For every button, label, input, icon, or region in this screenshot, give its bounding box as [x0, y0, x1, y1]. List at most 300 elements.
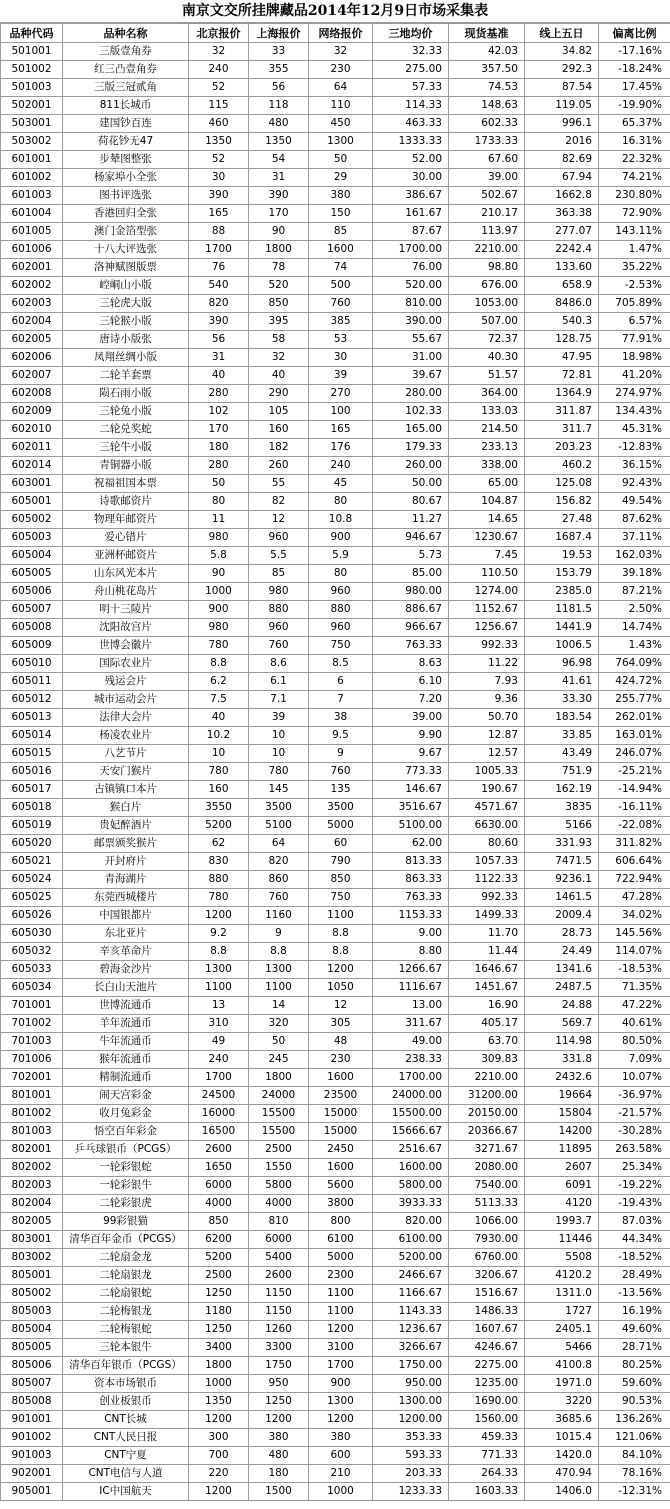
table-row [1, 1303, 670, 1321]
spot-benchmark-cell: 14.65 [449, 511, 525, 529]
deviation-ratio-cell: 45.31% [599, 421, 670, 439]
beijing-price-cell: 52 [189, 79, 249, 97]
shanghai-price-cell: 180 [249, 1465, 309, 1483]
name-cell: 一轮彩银牛 [63, 1177, 189, 1195]
table-row [1, 223, 670, 241]
average-price-cell: 463.33 [373, 115, 449, 133]
beijing-price-cell: 540 [189, 277, 249, 295]
header-code: 品种代码 [1, 24, 63, 43]
code-cell: 503002 [1, 133, 63, 151]
header-row [1, 24, 670, 43]
average-price-cell: 3933.33 [373, 1195, 449, 1213]
name-cell: 崆峒山小版 [63, 277, 189, 295]
online-price-cell: 30 [309, 349, 373, 367]
average-price-cell: 1200.00 [373, 1411, 449, 1429]
table-row [1, 1141, 670, 1159]
spot-benchmark-cell: 364.00 [449, 385, 525, 403]
code-cell: 605002 [1, 511, 63, 529]
deviation-ratio-cell: 311.82% [599, 835, 670, 853]
table-row [1, 799, 670, 817]
average-price-cell: 966.67 [373, 619, 449, 637]
five-day-online-cell: 2405.1 [525, 1321, 599, 1339]
market-data-table [0, 23, 670, 1501]
spot-benchmark-cell: 1235.00 [449, 1375, 525, 1393]
average-price-cell: 6100.00 [373, 1231, 449, 1249]
shanghai-price-cell: 1800 [249, 241, 309, 259]
table-body [1, 43, 670, 1501]
table-row [1, 583, 670, 601]
shanghai-price-cell: 90 [249, 223, 309, 241]
online-price-cell: 750 [309, 889, 373, 907]
spot-benchmark-cell: 233.13 [449, 439, 525, 457]
name-cell: 陨石雨小版 [63, 385, 189, 403]
spot-benchmark-cell: 771.33 [449, 1447, 525, 1465]
beijing-price-cell: 280 [189, 457, 249, 475]
beijing-price-cell: 240 [189, 1051, 249, 1069]
deviation-ratio-cell: 36.15% [599, 457, 670, 475]
name-cell: 二轮彩银虎 [63, 1195, 189, 1213]
shanghai-price-cell: 8.8 [249, 943, 309, 961]
five-day-online-cell: 9236.1 [525, 871, 599, 889]
average-price-cell: 203.33 [373, 1465, 449, 1483]
online-price-cell: 900 [309, 1375, 373, 1393]
five-day-online-cell: 2385.0 [525, 583, 599, 601]
code-cell: 602002 [1, 277, 63, 295]
deviation-ratio-cell: -17.16% [599, 43, 670, 61]
average-price-cell: 165.00 [373, 421, 449, 439]
average-price-cell: 85.00 [373, 565, 449, 583]
deviation-ratio-cell: 1.43% [599, 637, 670, 655]
deviation-ratio-cell: 14.74% [599, 619, 670, 637]
five-day-online-cell: 3220 [525, 1393, 599, 1411]
name-cell: 东北亚片 [63, 925, 189, 943]
deviation-ratio-cell: 59.60% [599, 1375, 670, 1393]
table-row [1, 259, 670, 277]
code-cell: 605021 [1, 853, 63, 871]
five-day-online-cell: 3685.6 [525, 1411, 599, 1429]
table-row [1, 367, 670, 385]
spot-benchmark-cell: 63.70 [449, 1033, 525, 1051]
deviation-ratio-cell: 17.45% [599, 79, 670, 97]
five-day-online-cell: 43.49 [525, 745, 599, 763]
code-cell: 602008 [1, 385, 63, 403]
table-row [1, 457, 670, 475]
spot-benchmark-cell: 338.00 [449, 457, 525, 475]
spot-benchmark-cell: 98.80 [449, 259, 525, 277]
deviation-ratio-cell: 80.50% [599, 1033, 670, 1051]
beijing-price-cell: 5.8 [189, 547, 249, 565]
five-day-online-cell: 1181.5 [525, 601, 599, 619]
beijing-price-cell: 31 [189, 349, 249, 367]
online-price-cell: 15000 [309, 1105, 373, 1123]
online-price-cell: 5000 [309, 817, 373, 835]
spot-benchmark-cell: 210.17 [449, 205, 525, 223]
name-cell: 三轮猴小版 [63, 313, 189, 331]
table-row [1, 1375, 670, 1393]
spot-benchmark-cell: 405.17 [449, 1015, 525, 1033]
deviation-ratio-cell: -13.56% [599, 1285, 670, 1303]
shanghai-price-cell: 12 [249, 511, 309, 529]
deviation-ratio-cell: 6.57% [599, 313, 670, 331]
table-row [1, 169, 670, 187]
spot-benchmark-cell: 11.44 [449, 943, 525, 961]
spot-benchmark-cell: 1499.33 [449, 907, 525, 925]
five-day-online-cell: 1461.5 [525, 889, 599, 907]
beijing-price-cell: 280 [189, 385, 249, 403]
code-cell: 605032 [1, 943, 63, 961]
name-cell: 二轮扇金龙 [63, 1249, 189, 1267]
deviation-ratio-cell: 162.03% [599, 547, 670, 565]
beijing-price-cell: 1250 [189, 1285, 249, 1303]
online-price-cell: 7 [309, 691, 373, 709]
code-cell: 605025 [1, 889, 63, 907]
average-price-cell: 2466.67 [373, 1267, 449, 1285]
average-price-cell: 15500.00 [373, 1105, 449, 1123]
name-cell: 贵妃醉酒片 [63, 817, 189, 835]
five-day-online-cell: 363.38 [525, 205, 599, 223]
online-price-cell: 38 [309, 709, 373, 727]
spot-benchmark-cell: 2080.00 [449, 1159, 525, 1177]
beijing-price-cell: 6.2 [189, 673, 249, 691]
code-cell: 605026 [1, 907, 63, 925]
table-row [1, 511, 670, 529]
table-row [1, 1213, 670, 1231]
table-row [1, 1015, 670, 1033]
five-day-online-cell: 41.61 [525, 673, 599, 691]
five-day-online-cell: 153.79 [525, 565, 599, 583]
five-day-online-cell: 4100.8 [525, 1357, 599, 1375]
shanghai-price-cell: 245 [249, 1051, 309, 1069]
average-price-cell: 6.10 [373, 673, 449, 691]
table-row [1, 547, 670, 565]
average-price-cell: 49.00 [373, 1033, 449, 1051]
average-price-cell: 9.00 [373, 925, 449, 943]
code-cell: 501002 [1, 61, 63, 79]
online-price-cell: 3800 [309, 1195, 373, 1213]
beijing-price-cell: 1350 [189, 133, 249, 151]
deviation-ratio-cell: 18.98% [599, 349, 670, 367]
online-price-cell: 3100 [309, 1339, 373, 1357]
header-deviation-ratio: 偏离比例 [599, 24, 670, 43]
online-price-cell: 760 [309, 763, 373, 781]
shanghai-price-cell: 850 [249, 295, 309, 313]
spot-benchmark-cell: 992.33 [449, 637, 525, 655]
code-cell: 602009 [1, 403, 63, 421]
average-price-cell: 8.63 [373, 655, 449, 673]
table-row [1, 979, 670, 997]
beijing-price-cell: 6200 [189, 1231, 249, 1249]
deviation-ratio-cell: 143.11% [599, 223, 670, 241]
average-price-cell: 179.33 [373, 439, 449, 457]
deviation-ratio-cell: -22.08% [599, 817, 670, 835]
shanghai-price-cell: 980 [249, 583, 309, 601]
average-price-cell: 114.33 [373, 97, 449, 115]
online-price-cell: 53 [309, 331, 373, 349]
code-cell: 601004 [1, 205, 63, 223]
five-day-online-cell: 128.75 [525, 331, 599, 349]
spot-benchmark-cell: 7930.00 [449, 1231, 525, 1249]
shanghai-price-cell: 1500 [249, 1483, 309, 1501]
average-price-cell: 39.00 [373, 709, 449, 727]
name-cell: 山东风光本片 [63, 565, 189, 583]
table-row [1, 1105, 670, 1123]
deviation-ratio-cell: 71.35% [599, 979, 670, 997]
beijing-price-cell: 700 [189, 1447, 249, 1465]
deviation-ratio-cell: -18.53% [599, 961, 670, 979]
name-cell: 乒乓球银币（PCGS） [63, 1141, 189, 1159]
shanghai-price-cell: 118 [249, 97, 309, 115]
beijing-price-cell: 8.8 [189, 943, 249, 961]
spot-benchmark-cell: 2275.00 [449, 1357, 525, 1375]
beijing-price-cell: 50 [189, 475, 249, 493]
five-day-online-cell: 292.3 [525, 61, 599, 79]
five-day-online-cell: 183.54 [525, 709, 599, 727]
average-price-cell: 813.33 [373, 853, 449, 871]
name-cell: 羊年流通币 [63, 1015, 189, 1033]
beijing-price-cell: 24500 [189, 1087, 249, 1105]
beijing-price-cell: 30 [189, 169, 249, 187]
deviation-ratio-cell: 145.56% [599, 925, 670, 943]
name-cell: CNT人民日报 [63, 1429, 189, 1447]
name-cell: 天安门猴片 [63, 763, 189, 781]
online-price-cell: 270 [309, 385, 373, 403]
name-cell: 世博流通币 [63, 997, 189, 1015]
table-row [1, 331, 670, 349]
beijing-price-cell: 4000 [189, 1195, 249, 1213]
table-row [1, 529, 670, 547]
beijing-price-cell: 5200 [189, 817, 249, 835]
header-name: 品种名称 [63, 24, 189, 43]
online-price-cell: 48 [309, 1033, 373, 1051]
code-cell: 602005 [1, 331, 63, 349]
spot-benchmark-cell: 51.57 [449, 367, 525, 385]
table-row [1, 1447, 670, 1465]
average-price-cell: 24000.00 [373, 1087, 449, 1105]
five-day-online-cell: 460.2 [525, 457, 599, 475]
five-day-online-cell: 277.07 [525, 223, 599, 241]
average-price-cell: 5200.00 [373, 1249, 449, 1267]
table-row [1, 133, 670, 151]
beijing-price-cell: 1200 [189, 907, 249, 925]
spot-benchmark-cell: 1607.67 [449, 1321, 525, 1339]
shanghai-price-cell: 395 [249, 313, 309, 331]
online-price-cell: 1600 [309, 1159, 373, 1177]
header-beijing-price: 北京报价 [189, 24, 249, 43]
deviation-ratio-cell: 1.47% [599, 241, 670, 259]
average-price-cell: 1116.67 [373, 979, 449, 997]
shanghai-price-cell: 14 [249, 997, 309, 1015]
code-cell: 805006 [1, 1357, 63, 1375]
average-price-cell: 763.33 [373, 889, 449, 907]
beijing-price-cell: 1200 [189, 1483, 249, 1501]
shanghai-price-cell: 105 [249, 403, 309, 421]
beijing-price-cell: 1000 [189, 583, 249, 601]
average-price-cell: 763.33 [373, 637, 449, 655]
average-price-cell: 11.27 [373, 511, 449, 529]
spot-benchmark-cell: 20150.00 [449, 1105, 525, 1123]
five-day-online-cell: 470.94 [525, 1465, 599, 1483]
name-cell: 物理年邮资片 [63, 511, 189, 529]
deviation-ratio-cell: 121.06% [599, 1429, 670, 1447]
deviation-ratio-cell: 705.89% [599, 295, 670, 313]
spot-benchmark-cell: 6760.00 [449, 1249, 525, 1267]
code-cell: 605019 [1, 817, 63, 835]
name-cell: 诗歌邮资片 [63, 493, 189, 511]
online-price-cell: 135 [309, 781, 373, 799]
five-day-online-cell: 1364.9 [525, 385, 599, 403]
spot-benchmark-cell: 4571.67 [449, 799, 525, 817]
online-price-cell: 6 [309, 673, 373, 691]
table-row [1, 997, 670, 1015]
spot-benchmark-cell: 110.50 [449, 565, 525, 583]
name-cell: 杨凌农业片 [63, 727, 189, 745]
shanghai-price-cell: 5400 [249, 1249, 309, 1267]
shanghai-price-cell: 33 [249, 43, 309, 61]
name-cell: 碧海金沙片 [63, 961, 189, 979]
spot-benchmark-cell: 67.60 [449, 151, 525, 169]
online-price-cell: 750 [309, 637, 373, 655]
name-cell: 古镇镇口本片 [63, 781, 189, 799]
name-cell: 东莞西城楼片 [63, 889, 189, 907]
name-cell: 舟山桃花岛片 [63, 583, 189, 601]
online-price-cell: 150 [309, 205, 373, 223]
table-row [1, 1357, 670, 1375]
beijing-price-cell: 460 [189, 115, 249, 133]
spot-benchmark-cell: 39.00 [449, 169, 525, 187]
average-price-cell: 50.00 [373, 475, 449, 493]
average-price-cell: 950.00 [373, 1375, 449, 1393]
average-price-cell: 7.20 [373, 691, 449, 709]
beijing-price-cell: 880 [189, 871, 249, 889]
five-day-online-cell: 311.87 [525, 403, 599, 421]
code-cell: 602004 [1, 313, 63, 331]
shanghai-price-cell: 54 [249, 151, 309, 169]
online-price-cell: 60 [309, 835, 373, 853]
code-cell: 805001 [1, 1267, 63, 1285]
online-price-cell: 900 [309, 529, 373, 547]
beijing-price-cell: 9.2 [189, 925, 249, 943]
online-price-cell: 800 [309, 1213, 373, 1231]
beijing-price-cell: 1200 [189, 1411, 249, 1429]
deviation-ratio-cell: 424.72% [599, 673, 670, 691]
spot-benchmark-cell: 1256.67 [449, 619, 525, 637]
five-day-online-cell: 5466 [525, 1339, 599, 1357]
online-price-cell: 50 [309, 151, 373, 169]
online-price-cell: 230 [309, 61, 373, 79]
code-cell: 501003 [1, 79, 63, 97]
shanghai-price-cell: 3500 [249, 799, 309, 817]
table-row [1, 673, 670, 691]
spot-benchmark-cell: 31200.00 [449, 1087, 525, 1105]
name-cell: 猴年流通币 [63, 1051, 189, 1069]
spot-benchmark-cell: 50.70 [449, 709, 525, 727]
code-cell: 605005 [1, 565, 63, 583]
deviation-ratio-cell: 35.22% [599, 259, 670, 277]
table-row [1, 313, 670, 331]
name-cell: 国际农业片 [63, 655, 189, 673]
spot-benchmark-cell: 357.50 [449, 61, 525, 79]
table-row [1, 889, 670, 907]
code-cell: 605007 [1, 601, 63, 619]
name-cell: 洛神赋图版票 [63, 259, 189, 277]
name-cell: 八艺节片 [63, 745, 189, 763]
five-day-online-cell: 1727 [525, 1303, 599, 1321]
spot-benchmark-cell: 1122.33 [449, 871, 525, 889]
spot-benchmark-cell: 72.37 [449, 331, 525, 349]
spot-benchmark-cell: 1690.00 [449, 1393, 525, 1411]
spot-benchmark-cell: 65.00 [449, 475, 525, 493]
deviation-ratio-cell: 136.26% [599, 1411, 670, 1429]
online-price-cell: 1000 [309, 1483, 373, 1501]
beijing-price-cell: 56 [189, 331, 249, 349]
code-cell: 601006 [1, 241, 63, 259]
code-cell: 701003 [1, 1033, 63, 1051]
five-day-online-cell: 203.23 [525, 439, 599, 457]
table-row [1, 1393, 670, 1411]
name-cell: 一轮彩银蛇 [63, 1159, 189, 1177]
beijing-price-cell: 5200 [189, 1249, 249, 1267]
code-cell: 605011 [1, 673, 63, 691]
deviation-ratio-cell: 10.07% [599, 1069, 670, 1087]
code-cell: 602001 [1, 259, 63, 277]
online-price-cell: 85 [309, 223, 373, 241]
average-price-cell: 39.67 [373, 367, 449, 385]
spot-benchmark-cell: 2210.00 [449, 241, 525, 259]
five-day-online-cell: 1971.0 [525, 1375, 599, 1393]
table-row [1, 97, 670, 115]
average-price-cell: 5.73 [373, 547, 449, 565]
deviation-ratio-cell: 37.11% [599, 529, 670, 547]
table-row [1, 115, 670, 133]
beijing-price-cell: 780 [189, 763, 249, 781]
table-row [1, 727, 670, 745]
spot-benchmark-cell: 11.22 [449, 655, 525, 673]
code-cell: 501001 [1, 43, 63, 61]
average-price-cell: 1700.00 [373, 1069, 449, 1087]
name-cell: 步辇图整张 [63, 151, 189, 169]
spot-benchmark-cell: 190.67 [449, 781, 525, 799]
online-price-cell: 15000 [309, 1123, 373, 1141]
name-cell: 二轮兑奖蛇 [63, 421, 189, 439]
shanghai-price-cell: 145 [249, 781, 309, 799]
beijing-price-cell: 88 [189, 223, 249, 241]
table-row [1, 151, 670, 169]
code-cell: 605015 [1, 745, 63, 763]
beijing-price-cell: 80 [189, 493, 249, 511]
name-cell: 二轮羊套票 [63, 367, 189, 385]
spot-benchmark-cell: 74.53 [449, 79, 525, 97]
table-row [1, 1465, 670, 1483]
shanghai-price-cell: 880 [249, 601, 309, 619]
online-price-cell: 1100 [309, 1303, 373, 1321]
spot-benchmark-cell: 1230.67 [449, 529, 525, 547]
five-day-online-cell: 82.69 [525, 151, 599, 169]
average-price-cell: 1143.33 [373, 1303, 449, 1321]
online-price-cell: 32 [309, 43, 373, 61]
shanghai-price-cell: 260 [249, 457, 309, 475]
code-cell: 605014 [1, 727, 63, 745]
online-price-cell: 29 [309, 169, 373, 187]
online-price-cell: 110 [309, 97, 373, 115]
spot-benchmark-cell: 459.33 [449, 1429, 525, 1447]
average-price-cell: 3266.67 [373, 1339, 449, 1357]
code-cell: 805005 [1, 1339, 63, 1357]
code-cell: 802005 [1, 1213, 63, 1231]
online-price-cell: 80 [309, 493, 373, 511]
code-cell: 805004 [1, 1321, 63, 1339]
table-row [1, 241, 670, 259]
deviation-ratio-cell: -18.52% [599, 1249, 670, 1267]
